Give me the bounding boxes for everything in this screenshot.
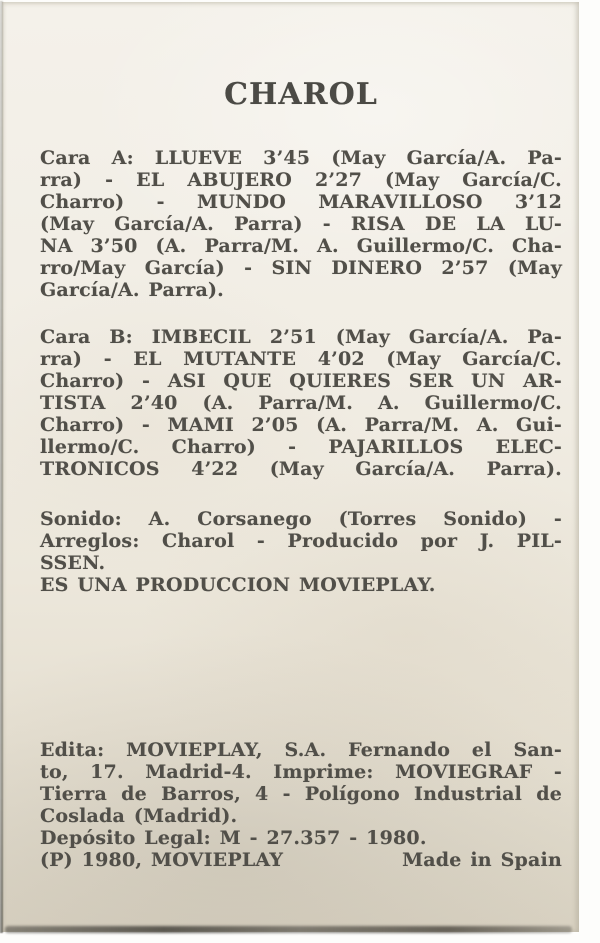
album-title: CHAROL [224,77,378,112]
credits-line: Arreglos: Charol - Producido por J. PIL- [40,530,562,552]
card-bottom-edge-shadow [5,926,572,933]
side-b-line: TISTA 2’40 (A. Parra/M. A. Guillermo/C. [40,392,562,414]
credits-line: SSEN. [40,552,106,574]
imprint-line: Coslada (Madrid). [40,805,238,827]
imprint-line: Edita: MOVIEPLAY, S.A. Fernando el San- [40,739,562,761]
side-a-line: Cara A: LLUEVE 3’45 (May García/A. Pa- [40,147,562,169]
card-left-edge-shadow [0,1,3,933]
imprint-line: Depósito Legal: M - 27.357 - 1980. [40,827,427,849]
production-credits [40,508,562,596]
publisher-imprint [40,739,562,871]
paper-card [2,2,579,932]
side-b-line: TRONICOS 4’22 (May García/A. Parra). [40,458,562,480]
side-b-line: llermo/C. Charro) - PAJARILLOS ELEC- [40,436,562,458]
side-b-tracklist [40,326,562,480]
copyright-text: (P) 1980, MOVIEPLAY [40,849,284,871]
imprint-line: Tierra de Barros, 4 - Polígono Industrial de [40,783,562,805]
side-a-tracklist [40,147,562,301]
side-a-line: rro/May García) - SIN DINERO 2’57 (May [40,257,562,279]
side-a-line: García/A. Parra). [40,279,224,301]
made-in-text: Made in Spain [402,849,562,871]
footer-row [40,849,562,871]
side-b-line: Charro) - ASI QUE QUIERES SER UN AR- [40,370,562,392]
side-a-line: rra) - EL ABUJERO 2’27 (May García/C. [40,169,562,191]
side-b-line: Cara B: IMBECIL 2’51 (May García/A. Pa- [40,326,562,348]
imprint-line: to, 17. Madrid-4. Imprime: MOVIEGRAF - [40,761,562,783]
side-a-line: NA 3’50 (A. Parra/M. A. Guillermo/C. Cha- [40,235,562,257]
side-b-line: Charro) - MAMI 2’05 (A. Parra/M. A. Gui- [40,414,562,436]
side-a-line: Charro) - MUNDO MARAVILLOSO 3’12 [40,191,562,213]
side-a-line: (May García/A. Parra) - RISA DE LA LU- [40,213,562,235]
credits-line: Sonido: A. Corsanego (Torres Sonido) - [40,508,562,530]
credits-line: ES UNA PRODUCCION MOVIEPLAY. [40,574,436,596]
side-b-line: rra) - EL MUTANTE 4’02 (May García/C. [40,348,562,370]
